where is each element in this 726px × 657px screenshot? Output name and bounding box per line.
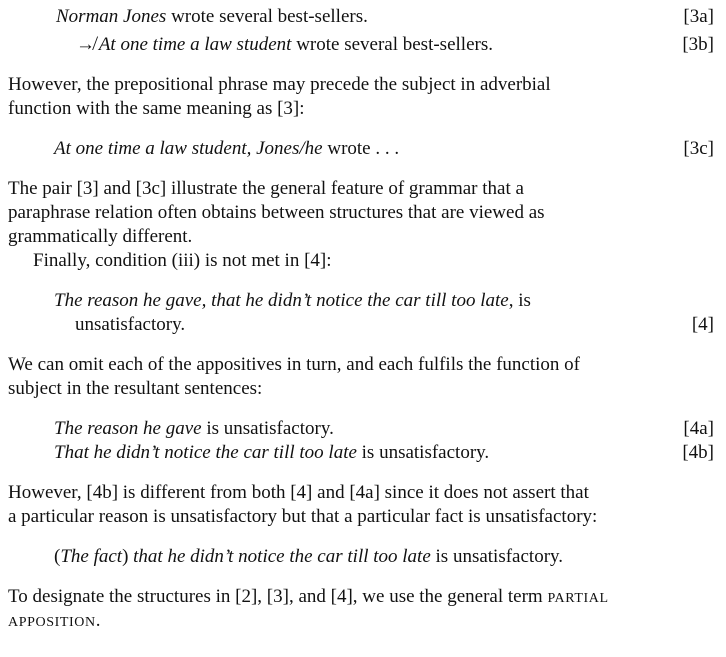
example-3b-italic: At one time a law student: [98, 34, 292, 55]
paragraph-1-line-2: function with the same meaning as [3]:: [8, 98, 305, 119]
example-3b: [76, 34, 493, 56]
example-4-italic: The reason he gave, that he didn’t notice the car till too late: [54, 290, 509, 311]
example-fact-rest: is unsatisfactory.: [430, 546, 564, 567]
example-3a-label: [3a]: [683, 6, 714, 27]
example-4-label: [4]: [691, 314, 714, 335]
example-3c-italic: At one time a law student, Jones/he: [54, 138, 323, 159]
paragraph-4-line-1: We can omit each of the appositives in turn, and each fulfils the function of: [8, 354, 580, 375]
example-fact-italic-a: The fact: [60, 546, 123, 567]
paragraph-6-line-1: [8, 586, 609, 610]
example-fact-italic-b: that he didn’t notice the car till too late: [128, 546, 431, 567]
example-3c: [54, 138, 399, 160]
example-3a-rest: wrote several best-sellers.: [166, 6, 368, 27]
example-3c-label: [3c]: [683, 138, 714, 159]
paragraph-3: Finally, condition (iii) is not met in [4]:: [33, 250, 332, 271]
paragraph-4-line-2: subject in the resultant sentences:: [8, 378, 263, 399]
example-4-line-2: unsatisfactory.: [75, 314, 186, 335]
paragraph-6-line-2: [8, 610, 100, 634]
example-3b-rest: wrote several best-sellers.: [291, 34, 493, 55]
example-4a-rest: is unsatisfactory.: [201, 418, 334, 439]
example-fact-open-paren: (: [54, 546, 61, 567]
paragraph-6-end: .: [95, 610, 101, 631]
example-4b-italic: That he didn’t notice the car till too late: [54, 442, 357, 463]
paragraph-5-line-1: However, [4b] is different from both [4] and [4a] since it does not assert that: [8, 482, 589, 503]
paragraph-2-line-1: The pair [3] and [3c] illustrate the general feature of grammar that a: [8, 178, 524, 199]
example-fact-close-paren: ): [122, 546, 129, 567]
paragraph-2-line-3: grammatically different.: [8, 226, 193, 247]
not-paraphrase-arrow-icon: ↛: [76, 34, 95, 55]
example-3b-label: [3b]: [682, 34, 714, 55]
paragraph-5-line-2: a particular reason is unsatisfactory but that a particular fact is unsatisfactory:: [8, 506, 598, 527]
example-3c-rest: wrote . . .: [322, 138, 400, 159]
example-4a-label: [4a]: [683, 418, 714, 439]
example-4b-rest: is unsatisfactory.: [356, 442, 490, 463]
paragraph-6-text: To designate the structures in [2], [3], and [4], we use the general term: [8, 586, 548, 607]
example-the-fact: [54, 546, 563, 568]
term-apposition: APPOSITION: [8, 615, 96, 630]
example-4b: [54, 442, 489, 464]
paragraph-1-line-1: However, the prepositional phrase may precede the subject in adverbial: [8, 74, 551, 95]
example-3a: [56, 6, 368, 28]
term-partial: PARTIAL: [547, 591, 609, 606]
example-4a: [54, 418, 334, 440]
example-4-rest: , is: [508, 290, 531, 311]
example-4-line-1: [54, 290, 531, 312]
example-4a-italic: The reason he gave: [54, 418, 202, 439]
example-4b-label: [4b]: [682, 442, 714, 463]
paragraph-2-line-2: paraphrase relation often obtains between structures that are viewed as: [8, 202, 545, 223]
example-3a-italic: Norman Jones: [56, 6, 167, 27]
